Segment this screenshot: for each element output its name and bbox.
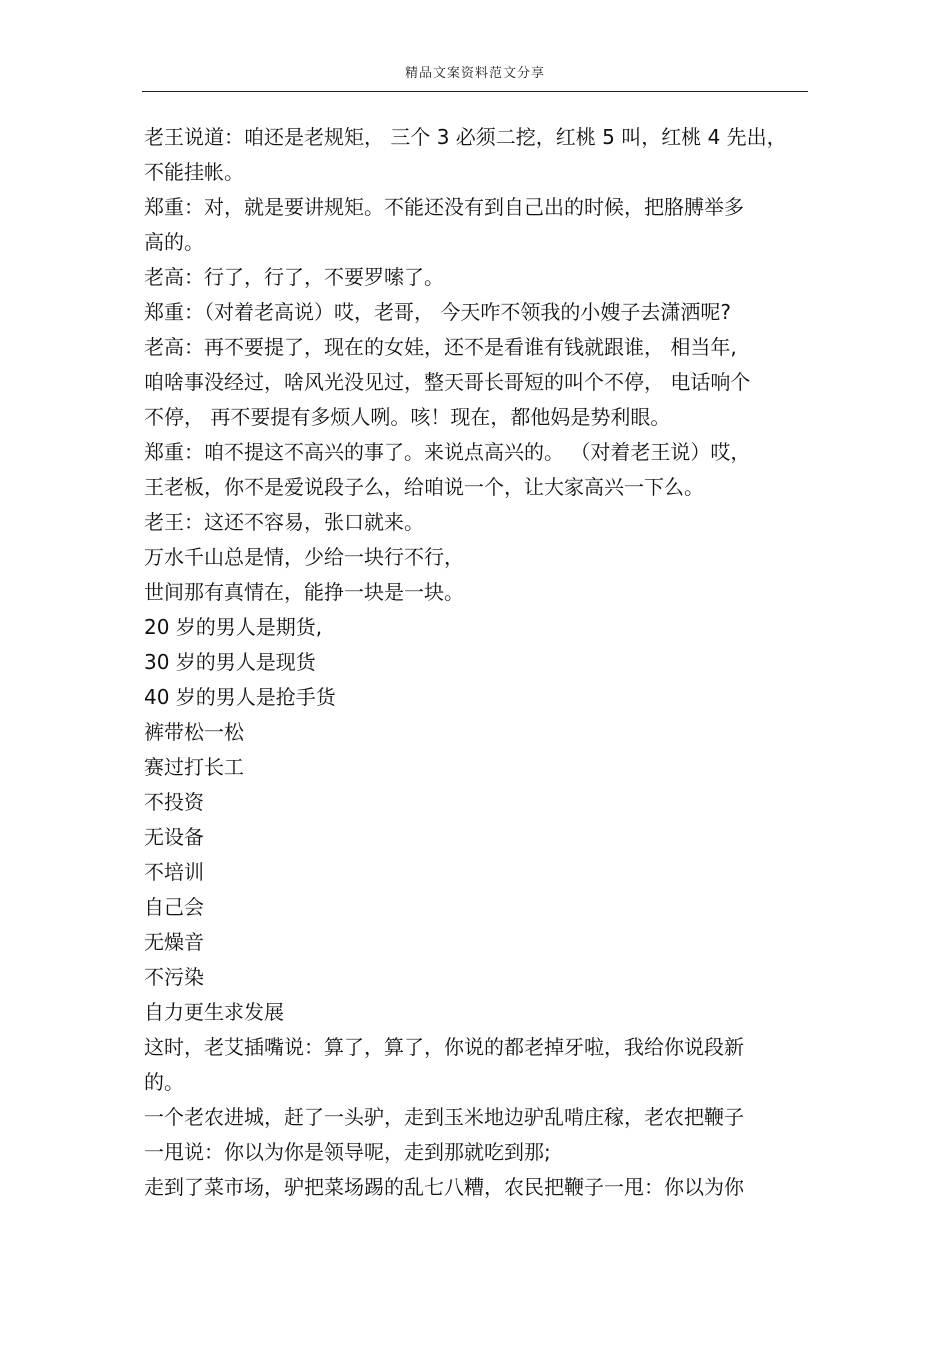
text-line: 裤带松一松 — [144, 720, 244, 744]
text-line: 王老板，你不是爱说段子么，给咱说一个，让大家高兴一下么。 — [144, 475, 704, 499]
document-body — [144, 120, 804, 1205]
text-line: 40 岁的男人是抢手货 — [144, 685, 336, 709]
text-line: 的。 — [144, 1070, 184, 1094]
text-line: 无燥音 — [144, 930, 204, 954]
text-line: 郑重：对，就是要讲规矩。不能还没有到自己出的时候，把胳膊举多 — [144, 195, 744, 219]
text-line: 自己会 — [144, 895, 204, 919]
text-line: 不能挂帐。 — [144, 160, 244, 184]
text-line: 老王：这还不容易，张口就来。 — [144, 510, 424, 534]
text-line: 不停， 再不要提有多烦人咧。咳！现在，都他妈是势利眼。 — [144, 405, 671, 429]
text-line: 不投资 — [144, 790, 204, 814]
text-line: 这时，老艾插嘴说：算了，算了，你说的都老掉牙啦，我给你说段新 — [144, 1035, 744, 1059]
text-line: 咱啥事没经过，啥风光没见过，整天哥长哥短的叫个不停， 电话响个 — [144, 370, 751, 394]
header-divider — [142, 91, 808, 92]
text-line: 世间那有真情在，能挣一块是一块。 — [144, 580, 464, 604]
text-line: 高的。 — [144, 230, 204, 254]
text-line: 万水千山总是情，少给一块行不行， — [144, 545, 464, 569]
text-line: 20 岁的男人是期货, — [144, 615, 323, 639]
text-line: 走到了菜市场，驴把菜场踢的乱七八糟，农民把鞭子一甩：你以为你 — [144, 1175, 744, 1199]
text-line: 郑重：（对着老高说）哎，老哥， 今天咋不领我的小嫂子去潇洒呢? — [144, 300, 731, 324]
text-line: 不污染 — [144, 965, 204, 989]
text-line: 一个老农进城，赶了一头驴，走到玉米地边驴乱啃庄稼，老农把鞭子 — [144, 1105, 744, 1129]
text-line: 一甩说：你以为你是领导呢，走到那就吃到那; — [144, 1140, 551, 1164]
page-header: 精品文案资料范文分享 — [404, 66, 545, 81]
text-line: 30 岁的男人是现货 — [144, 650, 316, 674]
text-line: 老高：行了，行了，不要罗嗦了。 — [144, 265, 444, 289]
text-line: 老高：再不要提了，现在的女娃，还不是看谁有钱就跟谁， 相当年, — [144, 335, 737, 359]
text-line: 不培训 — [144, 860, 204, 884]
text-line: 自力更生求发展 — [144, 1000, 284, 1024]
text-line: 老王说道：咱还是老规矩， 三个 3 必须二挖，红桃 5 叫，红桃 4 先出， — [144, 125, 787, 149]
text-line: 郑重：咱不提这不高兴的事了。来说点高兴的。 （对着老王说）哎， — [144, 440, 751, 464]
text-line: 无设备 — [144, 825, 204, 849]
text-line: 赛过打长工 — [144, 755, 244, 779]
